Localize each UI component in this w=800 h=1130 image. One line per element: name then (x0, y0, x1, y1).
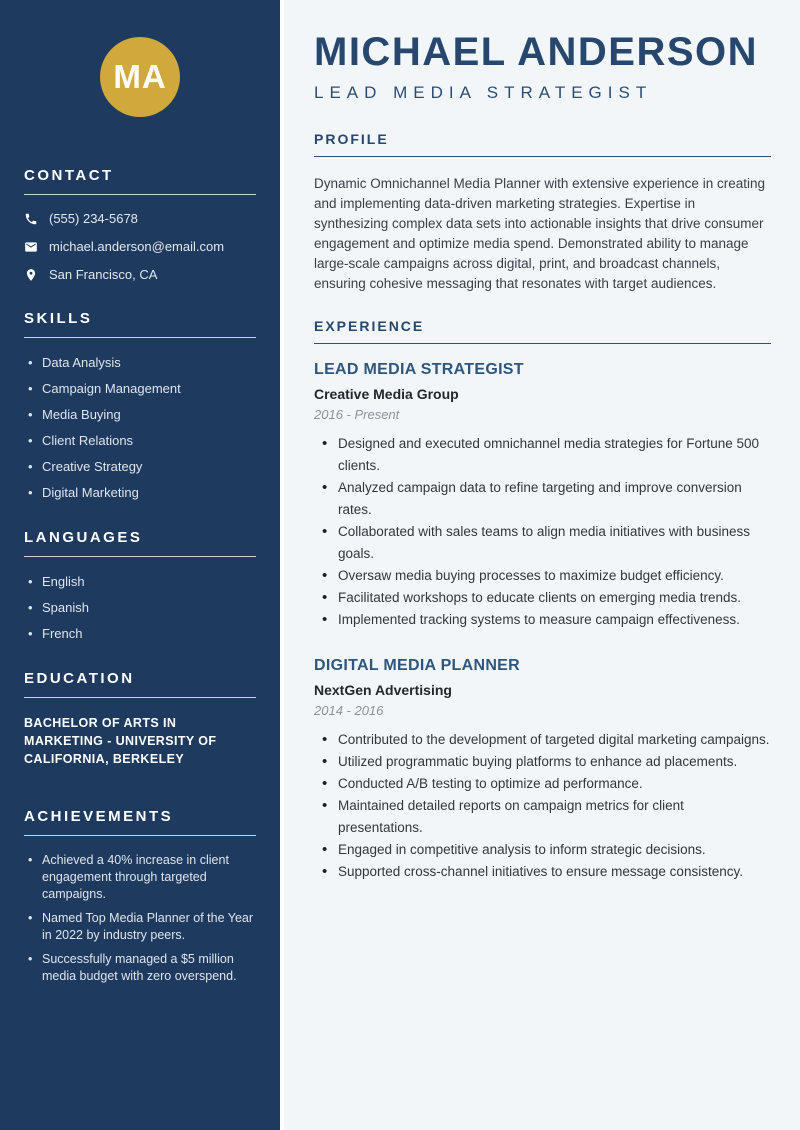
experience-bullet: • Maintained detailed reports on campaign metrics for client presentations. (322, 795, 771, 839)
education-rule (24, 697, 256, 698)
email-icon (24, 240, 38, 254)
contact-rule (24, 194, 256, 195)
sidebar (0, 0, 280, 1130)
person-name: MICHAEL ANDERSON (314, 30, 759, 74)
skills-rule (24, 337, 256, 338)
education-heading: EDUCATION (24, 670, 135, 687)
experience-job (314, 361, 771, 631)
experience-bullet: • Analyzed campaign data to refine targeting and improve conversion rates. (322, 477, 771, 521)
languages-list (24, 573, 256, 642)
experience-bullet: • Oversaw media buying processes to maximize budget efficiency. (322, 565, 771, 587)
experience-bullet: • Implemented tracking systems to measure campaign effectiveness. (322, 609, 771, 631)
contact-phone-value: (555) 234-5678 (49, 211, 138, 226)
contact-email-value: michael.anderson@email.com (49, 239, 225, 254)
profile-rule (314, 156, 771, 157)
skills-section (24, 310, 256, 501)
contact-email-row (24, 239, 256, 254)
experience-job (314, 657, 771, 883)
skill-item: • Media Buying (28, 406, 256, 423)
experience-bullet: • Utilized programmatic buying platforms to enhance ad placements. (322, 751, 771, 773)
skill-item: • Client Relations (28, 432, 256, 449)
experience-bullet: • Collaborated with sales teams to align media initiatives with business goals. (322, 521, 771, 565)
achievements-list (24, 852, 256, 985)
skills-list (24, 354, 256, 501)
profile-heading: PROFILE (314, 131, 389, 147)
education-section (24, 670, 256, 768)
job-title: DIGITAL MEDIA PLANNER (314, 657, 521, 674)
contact-phone-row (24, 211, 256, 226)
job-bullet-list (314, 729, 771, 883)
experience-bullet: • Facilitated workshops to educate clients on emerging media trends. (322, 587, 771, 609)
languages-heading: LANGUAGES (24, 529, 143, 546)
location-pin-icon (24, 268, 38, 282)
skill-item: • Creative Strategy (28, 458, 256, 475)
profile-section (314, 131, 771, 294)
achievements-section (24, 808, 256, 985)
experience-rule (314, 343, 771, 344)
contact-heading: CONTACT (24, 167, 114, 184)
avatar (100, 37, 180, 117)
education-degree: BACHELOR OF ARTS IN MARKETING - UNIVERSITY OF CALIFORNIA, BERKELEY (24, 716, 217, 766)
experience-bullet: • Engaged in competitive analysis to inform strategic decisions. (322, 839, 771, 861)
experience-bullet: • Contributed to the development of targeted digital marketing campaigns. (322, 729, 771, 751)
avatar-initials: MA (113, 58, 167, 95)
skills-heading: SKILLS (24, 310, 93, 327)
job-company: NextGen Advertising (314, 682, 452, 698)
person-title: LEAD MEDIA STRATEGIST (314, 83, 653, 102)
contact-location-row (24, 267, 256, 282)
language-item: • English (28, 573, 256, 590)
skill-item: • Data Analysis (28, 354, 256, 371)
achievement-item: • Named Top Media Planner of the Year in 2022 by industry peers. (28, 910, 256, 944)
achievements-rule (24, 835, 256, 836)
skill-item: • Digital Marketing (28, 484, 256, 501)
job-bullet-list (314, 433, 771, 631)
job-dates: 2014 - 2016 (314, 703, 384, 718)
experience-bullet: • Conducted A/B testing to optimize ad performance. (322, 773, 771, 795)
job-dates: 2016 - Present (314, 407, 400, 422)
contact-section (24, 167, 256, 282)
main-content (284, 0, 800, 1130)
profile-text: Dynamic Omnichannel Media Planner with extensive experience in creating and implementing data-driven marketing strategies. Expertise in synthesizing complex data sets into actionable insights that drive consumer engagement and optimize media spend. Demonstrated ability to manage large-scale campaigns across digital, print, and broadcast channels, ensuring cohesive messaging that resonates with target audiences. (314, 176, 765, 291)
achievement-item: • Successfully managed a $5 million media budget with zero overspend. (28, 951, 256, 985)
job-title: LEAD MEDIA STRATEGIST (314, 361, 524, 378)
language-item: • French (28, 625, 256, 642)
language-item: • Spanish (28, 599, 256, 616)
languages-section (24, 529, 256, 642)
experience-bullet: • Designed and executed omnichannel media strategies for Fortune 500 clients. (322, 433, 771, 477)
experience-heading: EXPERIENCE (314, 318, 425, 334)
experience-section (314, 318, 771, 883)
phone-icon (24, 212, 38, 226)
skill-item: • Campaign Management (28, 380, 256, 397)
experience-bullet: • Supported cross-channel initiatives to ensure message consistency. (322, 861, 771, 883)
languages-rule (24, 556, 256, 557)
achievements-heading: ACHIEVEMENTS (24, 808, 174, 825)
achievement-item: • Achieved a 40% increase in client engagement through targeted campaigns. (28, 852, 256, 903)
contact-location-value: San Francisco, CA (49, 267, 158, 282)
job-company: Creative Media Group (314, 386, 459, 402)
